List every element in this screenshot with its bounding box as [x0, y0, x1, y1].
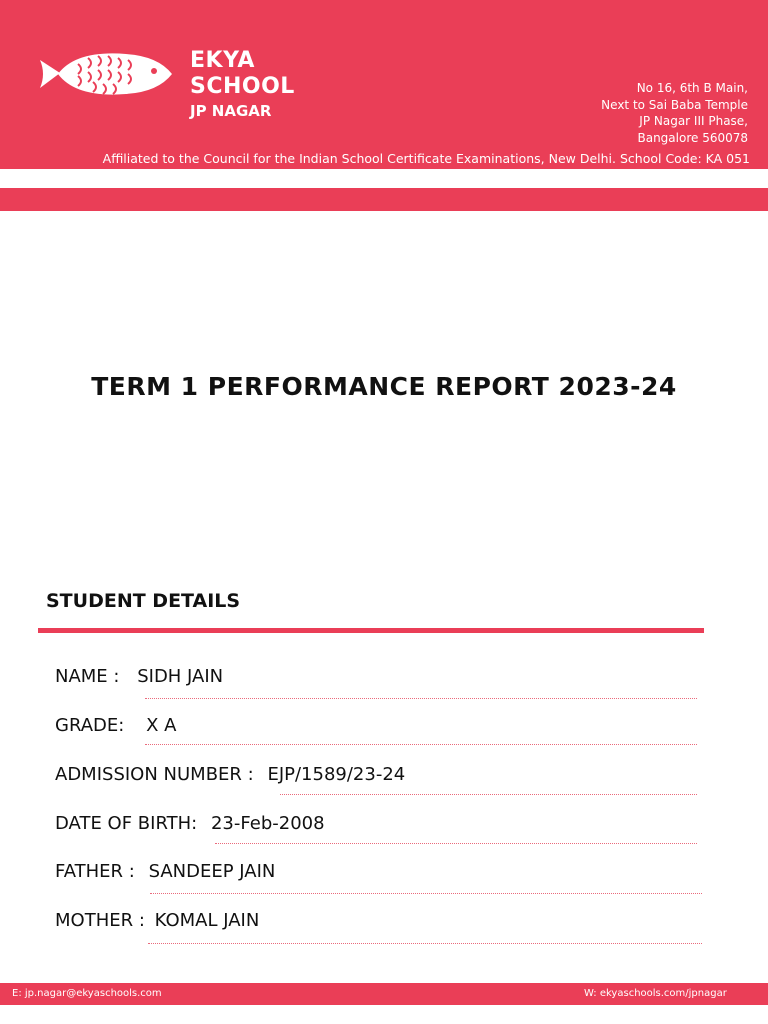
dotted-underline [148, 943, 702, 944]
school-brand [190, 48, 295, 121]
field-value: 23-Feb-2008 [210, 813, 325, 834]
fish-logo-icon [36, 46, 176, 102]
dotted-underline [215, 843, 697, 844]
date-of-birth-field [55, 813, 325, 834]
field-label: MOTHER : [55, 910, 145, 931]
grade-field [55, 715, 176, 736]
field-value: EJP/1589/23-24 [267, 764, 406, 785]
brand-line-1: EKYA [190, 48, 255, 73]
dotted-underline [150, 893, 702, 894]
field-label: ADMISSION NUMBER : [55, 764, 254, 785]
footer-email: E: jp.nagar@ekyaschools.com [12, 988, 162, 999]
father-field [55, 861, 275, 882]
header-divider-band [0, 188, 768, 211]
field-value: SANDEEP JAIN [148, 861, 276, 882]
student-details-heading: STUDENT DETAILS [46, 590, 241, 612]
field-value: SIDH JAIN [137, 666, 224, 687]
brand-line-2: SCHOOL [190, 74, 295, 99]
address-line: No 16, 6th B Main, [636, 81, 748, 95]
field-label: FATHER : [55, 861, 135, 882]
field-label: GRADE: [55, 715, 125, 736]
field-value: X A [146, 715, 177, 736]
school-address [601, 80, 748, 146]
field-label: NAME : [55, 666, 120, 687]
affiliation-text: Affiliated to the Council for the Indian School Certificate Examinations, New Delhi. School Code: KA 051 [102, 151, 750, 166]
brand-line-3: JP NAGAR [190, 102, 272, 120]
name-field [55, 666, 223, 687]
admission-number-field [55, 764, 405, 785]
dotted-underline [145, 744, 697, 745]
address-line: Next to Sai Baba Temple [601, 97, 748, 112]
dotted-underline [145, 698, 697, 699]
section-divider [38, 628, 704, 633]
address-line: JP Nagar III Phase, [639, 114, 748, 128]
dotted-underline [280, 794, 697, 795]
header-banner [0, 0, 768, 169]
mother-field [55, 910, 259, 931]
report-title: TERM 1 PERFORMANCE REPORT 2023-24 [91, 372, 677, 401]
footer-banner [0, 983, 768, 1005]
field-value: KOMAL JAIN [154, 910, 260, 931]
footer-website: W: ekyaschools.com/jpnagar [584, 988, 727, 999]
field-label: DATE OF BIRTH: [55, 813, 198, 834]
address-line: Bangalore 560078 [637, 130, 748, 145]
